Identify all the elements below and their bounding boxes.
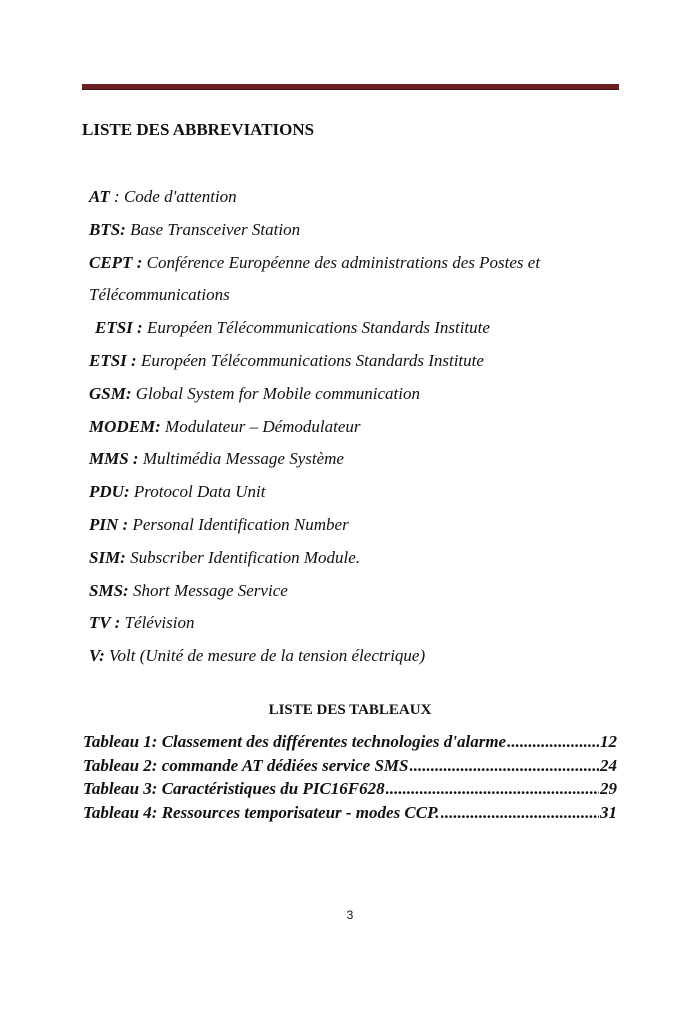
table-entry-1[interactable] — [83, 730, 617, 754]
abbreviation-definition: Global System for Mobile communication — [135, 383, 421, 403]
abbreviation-term: CEPT : — [89, 252, 143, 272]
abbreviation-term: MODEM: — [89, 416, 161, 436]
dot-leader — [441, 801, 599, 825]
abbreviation-definition: Télécommunications — [89, 285, 230, 305]
dot-leader — [410, 754, 600, 778]
header-rule — [82, 84, 619, 90]
abbreviation-definition: Volt (Unité de mesure de la tension électrique) — [109, 646, 426, 666]
abbreviation-item — [89, 214, 609, 247]
abbreviation-term: MMS : — [89, 449, 139, 469]
abbreviation-item — [89, 411, 609, 444]
abbreviations-title: LISTE DES ABBREVIATIONS — [82, 120, 315, 139]
abbreviation-term: GSM: — [89, 383, 132, 403]
abbreviation-definition: Européen Télécommunications Standards Institute — [140, 350, 484, 370]
table-entry-label: Tableau 2: commande AT dédiées service SMS — [83, 755, 409, 775]
table-entry-page: 24 — [600, 755, 617, 775]
abbreviation-item — [89, 443, 609, 476]
table-entry-page: 31 — [600, 802, 617, 822]
abbreviation-item-continuation — [89, 279, 609, 312]
abbreviation-definition: Européen Télécommunications Standards Institute — [146, 318, 490, 338]
abbreviation-term: PDU: — [89, 482, 130, 502]
table-entry-4[interactable] — [83, 801, 617, 825]
table-entry-3[interactable] — [83, 777, 617, 801]
abbreviation-item — [89, 378, 609, 411]
abbreviation-term: BTS: — [89, 219, 126, 239]
abbreviation-definition: Modulateur – Démodulateur — [165, 416, 361, 436]
abbreviation-definition: Base Transceiver Station — [130, 219, 301, 239]
page-number: 3 — [346, 908, 354, 922]
table-entry-page: 12 — [600, 732, 617, 751]
abbreviation-item — [89, 542, 609, 575]
abbreviation-definition: Conférence Européenne des administrations des Postes et — [146, 252, 541, 272]
abbreviation-item — [89, 575, 609, 608]
abbreviation-term: SMS: — [89, 580, 129, 600]
abbreviation-term: V: — [89, 646, 105, 666]
abbreviation-definition: Code d'attention — [123, 187, 237, 206]
abbreviation-term: ETSI : — [95, 318, 143, 338]
abbreviation-term: TV : — [89, 613, 121, 633]
abbreviation-definition: Personal Identification Number — [132, 514, 349, 534]
abbreviation-item — [89, 312, 609, 345]
table-entry-label: Tableau 3: Caractéristiques du PIC16F628 — [83, 779, 385, 798]
abbreviation-separator: : — [109, 187, 124, 206]
abbreviation-definition: Télévision — [124, 613, 195, 633]
table-entry-page: 29 — [600, 779, 617, 798]
dot-leader — [386, 777, 599, 801]
table-entry-label: Tableau 1: Classement des différentes technologies d'alarme — [83, 732, 507, 751]
abbreviation-item — [89, 345, 609, 378]
abbreviation-item — [89, 640, 609, 673]
table-entry-2[interactable] — [83, 754, 617, 778]
abbreviation-item — [89, 476, 609, 509]
abbreviation-item — [89, 247, 609, 280]
tables-list — [83, 730, 617, 824]
abbreviation-term: PIN : — [89, 514, 129, 534]
table-entry-label: Tableau 4: Ressources temporisateur - modes CCP. — [83, 802, 440, 822]
abbreviation-item — [89, 181, 609, 214]
tables-title: LISTE DES TABLEAUX — [268, 702, 432, 718]
abbreviation-definition: Protocol Data Unit — [133, 482, 266, 502]
abbreviations-list — [89, 181, 609, 673]
abbreviation-item — [89, 607, 609, 640]
abbreviation-term: SIM: — [89, 547, 126, 567]
dot-leader — [507, 730, 599, 754]
abbreviation-definition: Subscriber Identification Module. — [130, 547, 361, 567]
abbreviation-definition: Short Message Service — [132, 580, 288, 600]
abbreviation-term: AT — [89, 187, 110, 206]
abbreviation-definition: Multimédia Message Système — [142, 449, 344, 469]
abbreviation-item — [89, 509, 609, 542]
abbreviation-term: ETSI : — [89, 350, 137, 370]
